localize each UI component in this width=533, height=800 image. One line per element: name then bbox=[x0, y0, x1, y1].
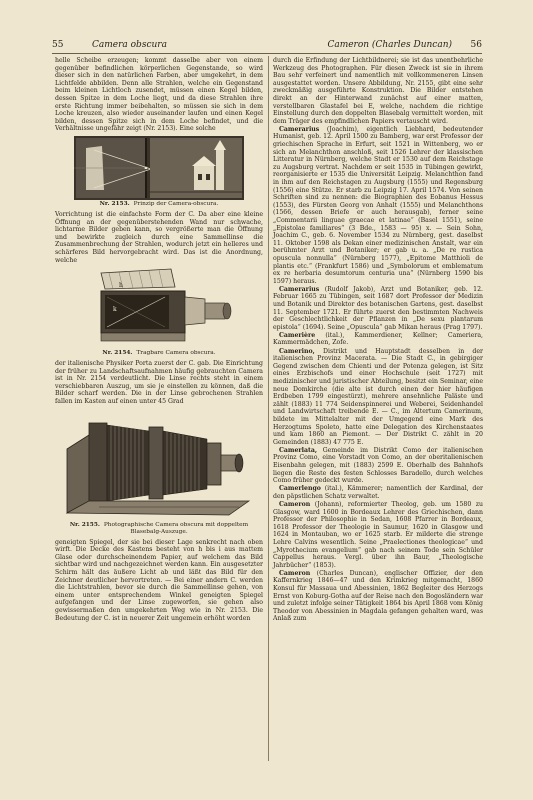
figure-number: Nr. 2155. bbox=[69, 521, 100, 528]
left-column bbox=[55, 57, 263, 623]
paragraph: durch die Erfindung der Lichtbildnerei; sie ist das unentbehrliche Werkzeug des Photographen. Für diesen Zweck ist sie in ihrem Bau sehr verfeinert und namentlich mit vollkommeneren Linsen ausgestattet worden. Unsere Abbildung, Nr. 2155, gibt eine sehr zweckmäßig ausgeführte Konstruktion. Die Bilder entstehen direkt an der Hinterwand zunächst auf einer matten, verstellbaren Glastafel bei E, welche, nachdem die richtige Einstellung durch den doppelten Blasebalg vermittelt worden, mit dem Träger des empfindlichen Papiers vertauscht wird. bbox=[273, 57, 483, 125]
entry-headword: Camerière bbox=[279, 331, 316, 339]
entry-text: Gemeinde im Distrikt Como der italienischen Provinz Como, eine Vorstadt von Como, an der oberitalienischen Eisenbahn gelegen, mit (1883) 2599 E. Oberhalb des Bahnhofs liegen die Reste des festen Schlosses Baradello, durch welches Como früher gedeckt wurde. bbox=[273, 446, 484, 485]
camera-obscura-principle-illustration bbox=[74, 136, 244, 200]
entry-text: (Charles Duncan), englischer Offizier, der den Kaffernkrieg 1846—47 und den Krimkrieg mitgemacht, 1860 Konsul für Massaua und Abessinien, 1862 Begleiter des Herzogs Ernst von Koburg-Gotha auf der Reise nach den Bogosländern war und zuletzt infolge seiner Tätigkeit 1864 bis April 1868 vom König Theodor von Abessinien in Magdala gefangen gehalten ward, was Anlaß zum bbox=[273, 569, 483, 623]
entry-headword: Camerarius bbox=[279, 125, 320, 133]
entry-cameron-johann bbox=[273, 501, 483, 569]
entry-headword: Cameron bbox=[279, 500, 311, 508]
entry-headword: Camerino, bbox=[279, 347, 315, 355]
header-rule bbox=[52, 53, 482, 54]
column-divider bbox=[268, 56, 269, 761]
figure-number: Nr. 2154. bbox=[102, 350, 133, 357]
running-title-left: Camera obscura bbox=[92, 40, 167, 50]
entry-headword: Camerlengo bbox=[279, 485, 321, 493]
entry-camerlengo bbox=[273, 485, 483, 500]
paragraph: der italienische Physiker Porta zuerst der C. gab. Die Einrichtung der früher zu Landschaftsaufnahmen häufig gebrauchten Camera ist in Nr. 2154 verdeutlicht. Die Linse rechts steht in einem verschiebbaren Auszug, um sie je einstellen zu können, daß die Bilder scharf werden. Die in der Linse gebrochenen Strahlen fallen im Kasten auf einen unter 45 Grad bbox=[55, 360, 263, 406]
entry-text: (Rudolf Jakob), Arzt und Botaniker, geb. 12. Februar 1665 zu Tübingen, seit 1687 dort Professor der Medizin und Botanik und Direktor des botanischen Gartens, gest. daselbst 11. September 1721. Er führte zuerst den bestimmten Nachweis der Geschlechtlichkeit der Pflanzen in „De sexu plantarum epistola“ (1694). Seine „Opuscula“ gab Mikan heraus (Prag 1797). bbox=[273, 285, 483, 331]
figure-title: Prinzip der Camera-obscura. bbox=[133, 200, 219, 207]
page-header bbox=[52, 38, 482, 52]
entry-cameriere bbox=[273, 332, 483, 347]
running-title-right: Cameron (Charles Duncan) bbox=[327, 40, 452, 50]
figure-label-k: k bbox=[113, 306, 117, 314]
portable-camera-obscura-illustration bbox=[79, 267, 239, 349]
figure-label-h: h bbox=[119, 282, 123, 290]
entry-text: Distrikt und Hauptstadt desselben in der italienischen Provinz Macerata. — Die Stadt C., in gebirgiger Gegend zwischen dem Chienti und der Potenza gelegen, ist Sitz eines Erzbischofs und einer Hochschule (seit 1727) mit medizinischer und juristischer Abteilung, besitzt ein Seminar, eine neue Domkirche (die alte ist durch einen der hier häufigen Erdbeben 1799 eingestürzt), mehrere ansehnliche Paläste und zählt (1883) 11 774 Seidenspinnerei und Weberei, Seidenhandel und Landwirtschaft treibende E. — C., im Altertum Camerinum, bildete im Mittelalter mit der Umgegend eine Mark des Herzogtums Spoleto, hatte eine Delegation des Kirchenstaates und kam 1860 an Piemont. — Der Distrikt C. zählt in 20 Gemeinden (1883) 47 775 E. bbox=[273, 347, 483, 446]
entry-cameron-charles bbox=[273, 570, 483, 623]
figure-caption bbox=[55, 201, 263, 208]
figure-caption bbox=[55, 522, 263, 536]
paragraph: geneigten Spiegel, der sie bei dieser Lage senkrecht nach oben wirft. Die Decke des Kastens besteht von h bis i aus mattem Glase oder durchscheinendem Papier, auf welchem das Bild sichtbar wird und nachgezeichnet werden kann. Ein ausgesetzter Schirm hält das äußere Licht ab und läßt das Bild für den Zeichner deutlicher hervortreten. — Bei einer andern C. werden die Lichtstrahlen, bevor sie durch die Sammellinse gehen, von einem unter entsprechendem Winkel geneigten Spiegel aufgefangen und der Linse zugeworfen, sie gehen also gewissermaßen den umgekehrten Weg wie in Nr. 2153. Die Bedeutung der C. ist in neuerer Zeit ungemein erhöht worden bbox=[55, 538, 263, 622]
entry-camerino bbox=[273, 348, 483, 447]
figure-2153 bbox=[55, 136, 263, 208]
figure-2155 bbox=[55, 409, 263, 536]
entry-camerarius-rudolf bbox=[273, 286, 483, 332]
entry-headword: Camerlata, bbox=[279, 446, 318, 454]
figure-2154 bbox=[55, 267, 263, 357]
page-number-right: 56 bbox=[470, 40, 482, 50]
paragraph: Vorrichtung ist die einfachste Form der C. Da aber eine kleine Öffnung an der gegenüberstehenden Wand nur schwache, lichtarme Bilder geben kann, so vergrößerte man die Öffnung und bewirkte zugleich durch eine Sammellinse die Zusammenbrechung der Strahlen, wodurch jetzt ein helleres und schärferes Bild hervorgebracht wird. Das ist die Anordnung, welche bbox=[55, 210, 263, 264]
entry-camerarius-joachim bbox=[273, 126, 483, 285]
entry-headword: Cameron bbox=[279, 569, 311, 577]
photographic-bellows-camera-illustration bbox=[59, 409, 259, 521]
figure-title: Photographische Camera obscura mit doppeltem Blasebalg-Auszuge. bbox=[103, 521, 249, 535]
entry-camerlata bbox=[273, 447, 483, 485]
figure-number: Nr. 2153. bbox=[99, 200, 130, 207]
entry-text: (Joachim), eigentlich Liebhard, bedeutender Humanist, geb. 12. April 1500 zu Bamberg, war erst Professor der griechischen Sprache in Erfurt, seit 1521 in Wittenberg, wo er sich an Melanchthon anschloß, seit 1526 Lehrer der klassischen Litteratur in Nürnberg, welche Stadt er 1530 auf dem Reichstage zu Augsburg vertrat. Nachdem er seit 1535 in Tübingen gewirkt, reorganisierte er 1535 die Universität Leipzig. Melanchthon fand in ihm auf den Reichstagen zu Augsburg (1555) und Regensburg (1556) eine Stütze. Er starb zu Leipzig 17. April 1574. Von seinen Schriften sind zu nennen: die Biographien des Eobanus Hessus (1553), des Fürsten Georg von Anhalt (1555) und Melanchthons (1566, dessen Briefe er auch herausgab), ferner seine „Commentarii linguae graecae et latinae“ (Basel 1551), seine „Epistolae familiares“ (3 Bde., 1583 — 95) x. — Sein Sohn, Joachim C., geb. 6. November 1534 zu Nürnberg, gest. daselbst 11. Oktober 1598 als Dekan einer medizinischen Anstalt, war ein berühmter Arzt und Botaniker; er gab u. a. „De re rustica opuscula nonnulla“ (Nürnberg 1577), „Epitome Matthioli de plantis etc.“ (Frankfurt 1586) und „Symbolorum et emblematum ex re herbaria desumtorum centuria una“ (Nürnberg 1590 bis 1597) heraus. bbox=[273, 125, 483, 285]
right-column bbox=[273, 57, 483, 623]
entry-headword: Camerarius bbox=[279, 285, 320, 293]
paragraph: helle Scheibe erzeugen; kommt dasselbe aber von einem gegenüber befindlichen körperlichen Gegenstande, so wird dieser sich in den natürlichen Farben, aber umgekehrt, in dem Lichtfelde abbilden. Denn alle Strahlen, welche ein Gegenstand beim kleinen Lichtloch zusendet, müssen einen Kegel bilden, dessen Spitze in dem Loche liegt, und da diese Strahlen ihre erste Richtung immer beibehalten, so müssen sie sich in dem Loche kreuzen, also wieder auseinander laufen und einen Kegel bilden, dessen Spitze sich in dem Loche befindet, und die Verhältnisse ungefähr zeigt (Nr. 2153). Eine solche bbox=[55, 57, 263, 133]
figure-title: Tragbare Camera obscura. bbox=[136, 350, 216, 357]
entry-text: (Johann), reformierter Theolog, geb. um 1580 zu Glasgow, ward 1600 in Bordeaux Lehrer des Griechischen, dann Professor der Philosophie in Sedan, 1608 Pfarrer in Bordeaux, 1618 Professor der Theologie in Saumur, 1620 in Glasgow und 1624 in Montauban, wo er 1625 starb. Er milderte die strenge Lehre Calvins wesentlich. Seine „Praelectiones theologicae“ und „Myrothecium evangelium“ gab nach seinem Tode sein Schüler Cappellus heraus. Vergl. über ihn Baur, „Theologische Jahrbücher“ (1853). bbox=[273, 500, 483, 569]
page-number-left: 55 bbox=[52, 40, 64, 50]
figure-caption bbox=[55, 350, 263, 357]
entry-text: (ital.), Kämmerer; namentlich der Kardinal, der den päpstlichen Schatz verwaltet. bbox=[273, 485, 484, 500]
entry-text: (ital.), Kammerdiener, Kellner; Cameriera, Kammermädchen, Zofe. bbox=[273, 331, 483, 347]
